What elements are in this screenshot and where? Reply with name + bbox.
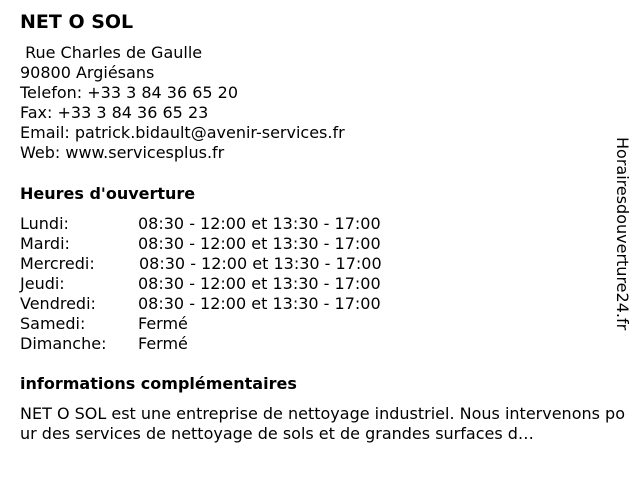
time-value: 08:30 - 12:00 et 13:30 - 17:00: [139, 254, 382, 273]
time-value: 08:30 - 12:00 et 13:30 - 17:00: [138, 294, 381, 313]
day-label: Lundi:: [20, 214, 69, 233]
hours-row-thursday: [20, 274, 440, 294]
day-label: Mercredi:: [20, 254, 95, 273]
opening-hours-heading: Heures d'ouverture: [20, 184, 196, 203]
opening-hours-table: [20, 214, 440, 354]
day-label: Dimanche:: [20, 334, 107, 353]
time-value: Fermé: [138, 314, 188, 333]
hours-row-friday: [20, 294, 440, 314]
hours-row-sunday: [20, 334, 440, 354]
day-label: Mardi:: [20, 234, 70, 253]
city-address: 90800 Argiésans: [20, 63, 155, 82]
day-label: Jeudi:: [20, 274, 65, 293]
time-value: 08:30 - 12:00 et 13:30 - 17:00: [138, 274, 381, 293]
website: Web: www.servicesplus.fr: [20, 143, 225, 162]
fax-number: Fax: +33 3 84 36 65 23: [20, 103, 209, 122]
time-value: Fermé: [138, 334, 188, 353]
street-address: Rue Charles de Gaulle: [20, 43, 203, 62]
phone-number: Telefon: +33 3 84 36 65 20: [20, 83, 239, 102]
time-value: 08:30 - 12:00 et 13:30 - 17:00: [138, 214, 381, 233]
hours-row-monday: [20, 214, 440, 234]
site-watermark: Horairesdouverture24.fr: [613, 137, 632, 331]
day-label: Vendredi:: [20, 294, 96, 313]
hours-row-wednesday: [20, 254, 440, 274]
email-address: Email: patrick.bidault@avenir-services.fr: [20, 123, 345, 142]
additional-info-heading: informations complémentaires: [20, 374, 297, 393]
business-description: NET O SOL est une entreprise de nettoyage industriel. Nous intervenons pour des services de nettoyage de sols et de grandes surfaces d…: [20, 404, 625, 443]
hours-row-saturday: [20, 314, 440, 334]
contact-block: [20, 43, 345, 163]
time-value: 08:30 - 12:00 et 13:30 - 17:00: [138, 234, 381, 253]
hours-row-tuesday: [20, 234, 440, 254]
day-label: Samedi:: [20, 314, 86, 333]
business-name: NET O SOL: [20, 11, 134, 33]
